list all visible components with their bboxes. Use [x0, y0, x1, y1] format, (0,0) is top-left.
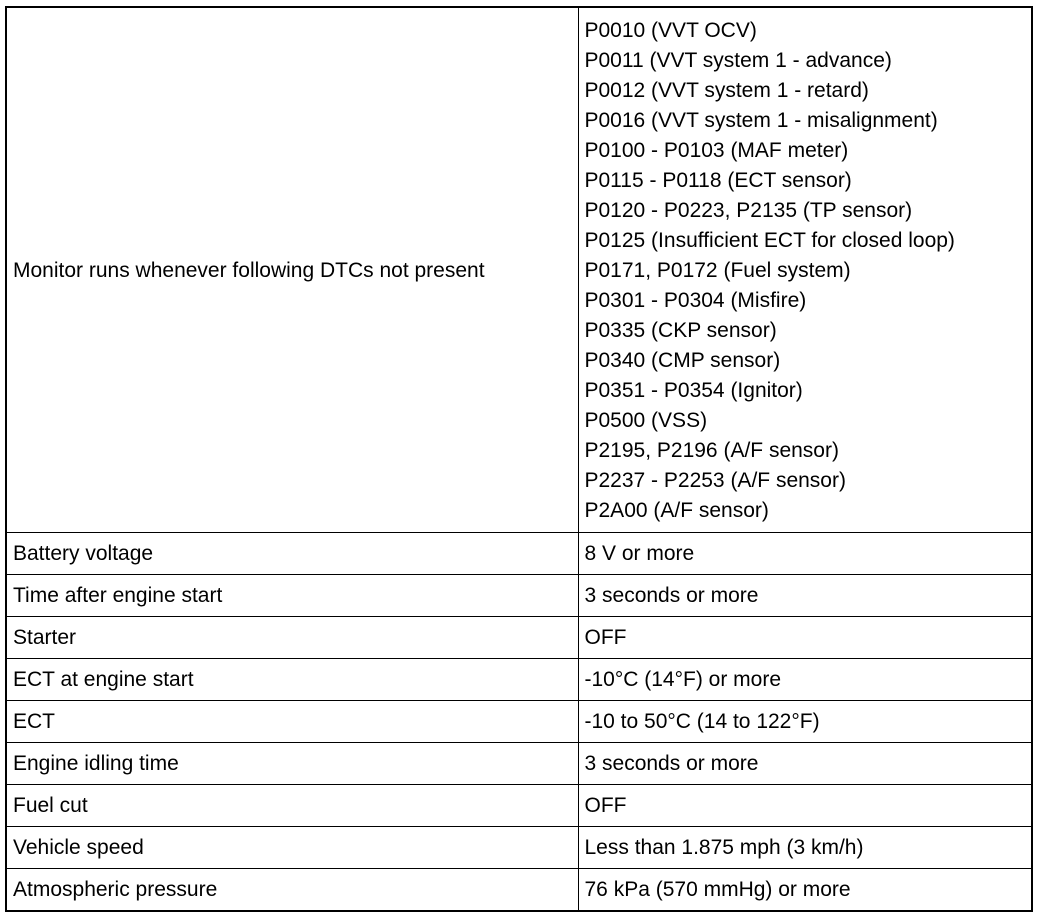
- condition-cell: ECT at engine start: [6, 659, 578, 701]
- value-cell: -10 to 50°C (14 to 122°F): [578, 701, 1032, 743]
- dtc-item: P0500 (VSS): [584, 409, 708, 432]
- dtc-item: P0301 - P0304 (Misfire): [584, 289, 807, 312]
- monitor-conditions-table: [5, 6, 1033, 912]
- value-cell: -10°C (14°F) or more: [578, 659, 1032, 701]
- dtc-item: P0351 - P0354 (Ignitor): [584, 379, 803, 402]
- table-row: [6, 785, 1032, 827]
- dtc-item: P0010 (VVT OCV): [584, 19, 757, 42]
- condition-cell: Time after engine start: [6, 575, 578, 617]
- table-row: [6, 743, 1032, 785]
- condition-cell: Battery voltage: [6, 533, 578, 575]
- table-row: [6, 701, 1032, 743]
- dtc-item: P0016 (VVT system 1 - misalignment): [584, 109, 938, 132]
- table-row: [6, 659, 1032, 701]
- dtc-item: P2237 - P2253 (A/F sensor): [584, 469, 846, 492]
- value-cell: 3 seconds or more: [578, 575, 1032, 617]
- dtc-item: P0120 - P0223, P2135 (TP sensor): [584, 199, 913, 222]
- dtc-item: P0011 (VVT system 1 - advance): [584, 49, 892, 72]
- value-cell: OFF: [578, 785, 1032, 827]
- value-cell: Less than 1.875 mph (3 km/h): [578, 827, 1032, 869]
- table-row: [6, 7, 1032, 533]
- value-cell: 76 kPa (570 mmHg) or more: [578, 869, 1032, 912]
- table-row: [6, 533, 1032, 575]
- dtc-list-cell: [578, 7, 1032, 533]
- dtc-item: P0100 - P0103 (MAF meter): [584, 139, 849, 162]
- table-row: [6, 575, 1032, 617]
- condition-cell: Vehicle speed: [6, 827, 578, 869]
- dtc-item: P0125 (Insufficient ECT for closed loop): [584, 229, 955, 252]
- condition-cell: Fuel cut: [6, 785, 578, 827]
- condition-cell: Engine idling time: [6, 743, 578, 785]
- condition-cell: ECT: [6, 701, 578, 743]
- value-cell: 8 V or more: [578, 533, 1032, 575]
- condition-cell: Atmospheric pressure: [6, 869, 578, 912]
- dtc-item: P0012 (VVT system 1 - retard): [584, 79, 869, 102]
- dtc-item: P0340 (CMP sensor): [584, 349, 781, 372]
- value-cell: OFF: [578, 617, 1032, 659]
- condition-cell: Monitor runs whenever following DTCs not present: [6, 7, 578, 533]
- dtc-item: P0115 - P0118 (ECT sensor): [584, 169, 852, 192]
- table-row: [6, 827, 1032, 869]
- dtc-item: P0171, P0172 (Fuel system): [584, 259, 851, 282]
- value-cell: 3 seconds or more: [578, 743, 1032, 785]
- table-row: [6, 869, 1032, 912]
- dtc-item: P2195, P2196 (A/F sensor): [584, 439, 839, 462]
- condition-cell: Starter: [6, 617, 578, 659]
- table-row: [6, 617, 1032, 659]
- dtc-item: P0335 (CKP sensor): [584, 319, 777, 342]
- dtc-item: P2A00 (A/F sensor): [584, 499, 769, 522]
